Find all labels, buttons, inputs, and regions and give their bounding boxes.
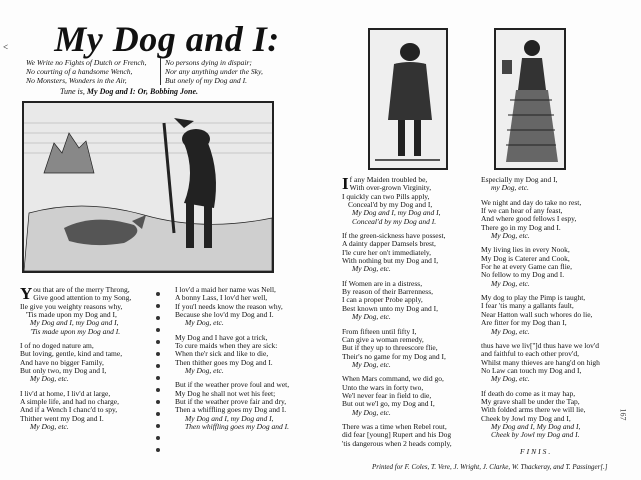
verse-line: 'Tis made upon my Dog and I, bbox=[26, 310, 117, 320]
woodcut-man-with-dog bbox=[22, 101, 274, 273]
verse-line: But if they up to threescore flie, bbox=[342, 343, 438, 353]
verse-line: Conceal'd by my Dog and I, bbox=[348, 200, 433, 210]
verse-line: My dog to play the Pimp is taught, bbox=[481, 293, 586, 303]
verse-line: My living lies in every Nook, bbox=[481, 245, 570, 255]
imprint: Printed for F. Coles, T. Vere, J. Wright, J. Clarke, W. Thackeray, and T. Passinger[.] bbox=[372, 463, 608, 471]
verse-line: When Mars command, we did go, bbox=[342, 374, 444, 384]
verse-line: No fellow to my Dog and I. bbox=[481, 270, 565, 280]
refrain-line: My Dog and I, my Dog and I, bbox=[352, 208, 441, 218]
tune-line bbox=[60, 87, 198, 96]
verse-line: Especially my Dog and I, bbox=[481, 175, 558, 184]
verse-line: ou that are of the merry Throng, bbox=[33, 285, 130, 294]
ballad-title: My Dog and I: bbox=[54, 19, 280, 59]
verse-line: And where good fellows I espy, bbox=[481, 214, 577, 224]
tune-prefix: Tune is, bbox=[60, 87, 85, 96]
verse-line: f any Maiden troubled be, bbox=[349, 175, 428, 184]
intro-line: No persons dying in dispair; bbox=[165, 58, 252, 67]
verse-line: Best known unto my Dog and I, bbox=[342, 303, 439, 313]
refrain-line: My Dog, etc. bbox=[491, 374, 530, 384]
refrain-line: My Dog, etc. bbox=[30, 374, 69, 384]
verse-line: Because she lov'd my Dog and I. bbox=[175, 310, 274, 320]
refrain-line: My Dog, etc. bbox=[185, 366, 224, 376]
verse-line: For he at every Game can flie, bbox=[481, 262, 572, 272]
verse-line: If you'l needs know the reason why, bbox=[175, 301, 283, 311]
verse-line: But if the weather prove foul and wet, bbox=[175, 380, 290, 390]
verse-line: Can give a woman remedy, bbox=[342, 334, 424, 344]
refrain-line: My Dog, etc. bbox=[352, 407, 391, 417]
verse-line: I quickly can two Pills apply, bbox=[342, 191, 430, 201]
verse-line: With over-grown Virginity, bbox=[349, 183, 432, 193]
intro-left bbox=[26, 58, 147, 85]
verse-line: Are fitter for my Dog than I, bbox=[481, 318, 567, 328]
verse-line: My grave shall be under the Tap, bbox=[481, 396, 580, 406]
verse-line: And if a Wench I chanc'd to spy, bbox=[20, 405, 118, 415]
verse-line: By reason of their Barrenness, bbox=[342, 287, 434, 297]
woodcut-man-with-dog-image bbox=[24, 103, 272, 271]
verse-line: My Dog and I have got a trick, bbox=[175, 332, 268, 342]
verse-line: Whilst many thieves are hang'd on high bbox=[481, 357, 600, 367]
verse-line: Unto the wars in forty two, bbox=[342, 382, 424, 392]
verse-line: I'le cure her on't immediately, bbox=[342, 247, 432, 257]
verse-line: If the green-sickness have possest, bbox=[342, 231, 446, 241]
intro-line: No courting of a handsome Wench, bbox=[26, 67, 133, 76]
verse-line: There go in my Dog and I. bbox=[481, 222, 561, 232]
page-mark: 167 bbox=[618, 408, 628, 421]
refrain-line: Cheek by Jowl my Dog and I. bbox=[491, 430, 580, 440]
verse-line: I liv'd at home, I liv'd at large, bbox=[20, 388, 111, 398]
woodcut-gentleman bbox=[368, 28, 448, 170]
verse-column-4 bbox=[481, 176, 600, 440]
refrain-line: My Dog, etc. bbox=[491, 326, 530, 336]
verse-line: From fifteen until fifty I, bbox=[342, 326, 417, 336]
verse-line: A dainty dapper Damsels brest, bbox=[342, 239, 436, 249]
verse-line: thus have we liv['']d thus have we lov'd bbox=[481, 340, 599, 350]
verse-line: With nothing but my Dog and I, bbox=[342, 256, 439, 266]
refrain-line: My Dog, etc. bbox=[185, 318, 224, 328]
woodcut-lady-image bbox=[496, 30, 564, 168]
verse-line: I can a proper Probe apply, bbox=[342, 295, 423, 305]
verse-column-1 bbox=[20, 286, 130, 432]
verse-line: I fear 'tis many a gallants fault, bbox=[481, 301, 574, 311]
verse-line: To cure maids when they are sick: bbox=[175, 341, 278, 351]
verse-line: If we can hear of any feast, bbox=[481, 206, 563, 216]
refrain-line: My Dog, etc. bbox=[352, 359, 391, 369]
intro-right bbox=[160, 58, 263, 85]
verse-line: We night and day do take no rest, bbox=[481, 197, 582, 207]
woodcut-gentleman-image bbox=[370, 30, 446, 168]
refrain-line: Then whiffling goes my Dog and I. bbox=[185, 422, 289, 432]
intro-line: Nor any anything under the Sky, bbox=[165, 67, 263, 76]
ornamental-divider bbox=[153, 288, 163, 461]
verse-line: Give good attention to my Song, bbox=[33, 293, 132, 303]
margin-mark: < bbox=[3, 42, 9, 52]
verse-line: and faithful to each other prov'd, bbox=[481, 349, 579, 359]
verse-line: Cheek by Jowl my Dog and I, bbox=[481, 413, 571, 423]
verse-line: With folded arms there we will lie, bbox=[481, 405, 586, 415]
verse-line: Near Hatton wall such whores do lie, bbox=[481, 309, 593, 319]
verse-line: 'tis dangerous when 2 heads comply, bbox=[342, 438, 452, 448]
verse-line: We'l never fear in field to die, bbox=[342, 390, 432, 400]
finis-mark: FINIS. bbox=[520, 447, 553, 456]
divider-ornament-icon bbox=[153, 288, 163, 458]
verse-line: Then thither goes my Dog and I. bbox=[175, 357, 273, 367]
refrain-line: My Dog, etc. bbox=[491, 231, 530, 241]
verse-line: And have no bigger Family, bbox=[20, 357, 104, 367]
intro-line: But onely of my Dog and I. bbox=[165, 76, 248, 85]
verse-line: There was a time when Rebel rout, bbox=[342, 421, 447, 431]
verse-line: Their's no game for my Dog and I, bbox=[342, 351, 446, 361]
tune-name: My Dog and I: Or, Bobbing Jone. bbox=[86, 87, 199, 96]
dropcap: I bbox=[342, 174, 349, 193]
verse-line: But loving, gentle, kind and tame, bbox=[20, 349, 123, 359]
verse-line: Ile give you weighty reasons why, bbox=[20, 301, 123, 311]
intro-line: No Monsters, Wonders in the Air, bbox=[26, 76, 127, 85]
verse-line: If Women are in a distress, bbox=[342, 278, 423, 288]
verse-line: Then a whiffling goes my Dog and I. bbox=[175, 405, 287, 415]
refrain-line: 'Tis made upon my Dog and I. bbox=[30, 326, 121, 336]
verse-line: But only two, my Dog and I, bbox=[20, 366, 107, 376]
refrain-line: My Dog and I, My Dog and I, bbox=[491, 421, 581, 431]
refrain-line: My Dog, etc. bbox=[352, 312, 391, 322]
verse-line: I lov'd a maid her name was Nell, bbox=[175, 285, 276, 294]
verse-line: A simple life, and had no charge, bbox=[20, 397, 120, 407]
verse-line: But out we'l go, my Dog and I, bbox=[342, 399, 435, 409]
verse-column-2 bbox=[175, 286, 289, 432]
verse-line: If death do come as it may hap, bbox=[481, 388, 576, 398]
refrain-line: My Dog, etc. bbox=[491, 278, 530, 288]
verse-line: My Dog is Caterer and Cook, bbox=[481, 253, 570, 263]
refrain-line: My Dog, etc. bbox=[352, 264, 391, 274]
verse-line: No Law can touch my Dog and I, bbox=[481, 365, 582, 375]
refrain-line: my Dog, etc. bbox=[491, 183, 529, 193]
refrain-line: My Dog and I, my Dog and I, bbox=[30, 318, 119, 328]
intro-line: We Write no Fights of Dutch or French, bbox=[26, 58, 147, 67]
verse-line: did fear [young] Rupert and his Dog bbox=[342, 430, 452, 440]
dropcap: Y bbox=[20, 284, 33, 303]
woodcut-lady bbox=[494, 28, 566, 170]
refrain-line: My Dog, etc. bbox=[30, 422, 69, 432]
refrain-line: Conceal'd by my Dog and I. bbox=[352, 216, 437, 226]
verse-line: When the'r sick and like to die, bbox=[175, 349, 269, 359]
refrain-line: My Dog and I, my Dog and I, bbox=[185, 413, 274, 423]
verse-line: A bonny Lass, I lov'd her well, bbox=[175, 293, 268, 303]
verse-line: I of no doged nature am, bbox=[20, 341, 94, 351]
verse-column-3 bbox=[342, 176, 452, 448]
verse-line: But if the weather prove fair and dry, bbox=[175, 397, 287, 407]
verse-line: My Dog he shall not wet his feet; bbox=[175, 388, 276, 398]
verse-line: Thither went my Dog and I. bbox=[20, 413, 104, 423]
